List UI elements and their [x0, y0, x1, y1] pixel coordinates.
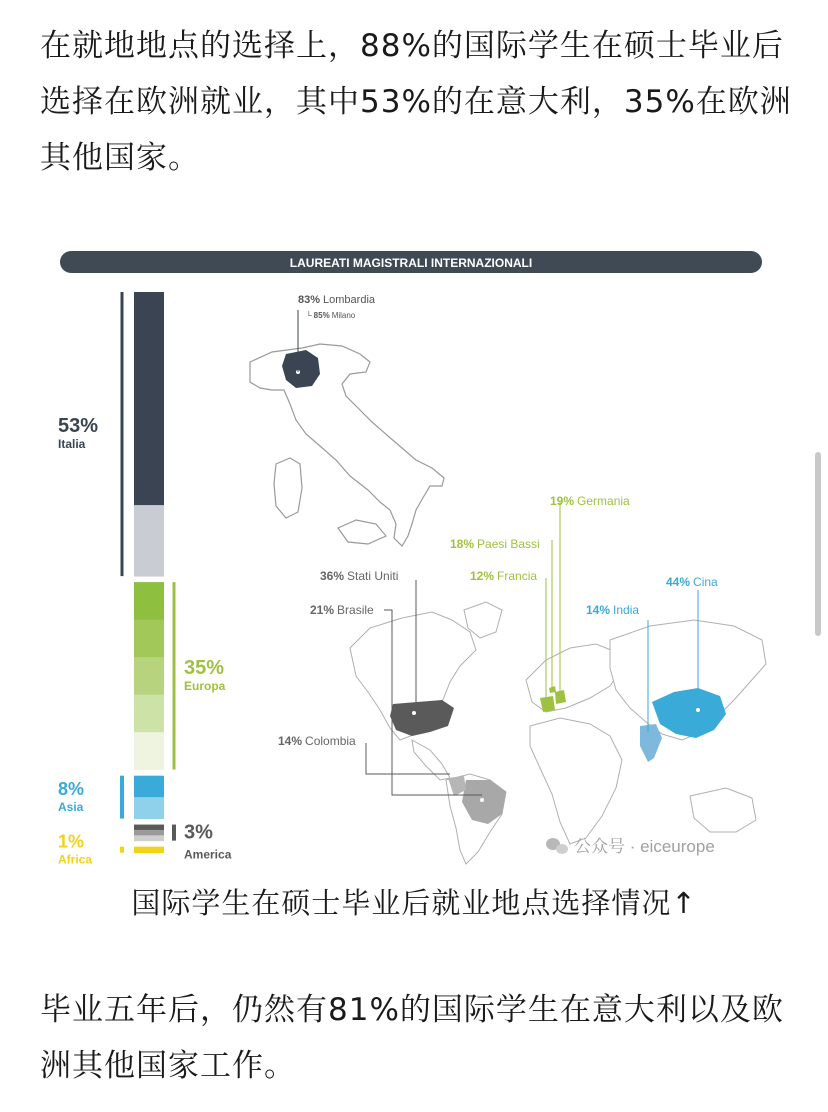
bar-segment-europa	[134, 620, 164, 658]
scrollbar[interactable]	[815, 452, 821, 636]
bar-segment-america	[134, 830, 164, 836]
milano-label: └ 85% Milano	[306, 311, 356, 320]
africa-outline	[530, 718, 622, 844]
germania-region	[555, 690, 566, 704]
paesi-bassi-label: 18% Paesi Bassi	[450, 537, 540, 551]
brasile-dot	[480, 798, 484, 802]
india-label: 14% India	[586, 603, 640, 617]
category-label-europa: Europa	[184, 678, 226, 693]
closing-paragraph: 毕业五年后，仍然有81%的国际学生在意大利以及欧洲其他国家工作。	[40, 992, 784, 1084]
stacked-bar	[134, 292, 164, 853]
bar-segment-europa	[134, 732, 164, 770]
category-label-italia: Italia	[58, 437, 86, 452]
stati-uniti-label: 36% Stati Uniti	[320, 569, 399, 583]
sicily-outline	[338, 520, 386, 544]
bar-segment-europa	[134, 582, 164, 620]
sardinia-outline	[274, 458, 302, 518]
value-label-italia: 53%	[58, 415, 99, 438]
bar-segment-europa	[134, 695, 164, 733]
wechat-icon	[546, 838, 568, 854]
category-label-america: America	[184, 847, 232, 862]
bar-segment-italia	[134, 505, 164, 577]
italy-outline	[250, 344, 444, 546]
bar-segment-america	[134, 825, 164, 831]
infographic-figure	[50, 240, 770, 870]
figure-caption: 国际学生在硕士毕业后就业地点选择情况↑	[131, 886, 697, 920]
lombardia-label: 83% Lombardia	[298, 294, 376, 306]
watermark-label: 公众号 · eiceurope	[574, 837, 715, 856]
value-label-africa: 1%	[58, 831, 85, 852]
usa-region	[390, 700, 454, 736]
bar-segment-asia	[134, 797, 164, 819]
bar-segment-italia	[134, 363, 164, 435]
value-label-america: 3%	[184, 821, 213, 844]
bar-segment-italia	[134, 434, 164, 506]
colombia-label: 14% Colombia	[278, 734, 356, 748]
bar-segment-europa	[134, 657, 164, 695]
value-label-asia: 8%	[58, 779, 85, 800]
category-label-asia: Asia	[58, 800, 84, 815]
italy-map	[250, 294, 444, 546]
usa-dot	[412, 711, 416, 715]
bar-segment-america	[134, 835, 164, 841]
bar-segment-africa	[134, 847, 164, 854]
cina-label: 44% Cina	[666, 575, 718, 589]
cina-dot	[696, 708, 700, 712]
bar-segment-italia	[134, 292, 164, 364]
category-label-africa: Africa	[58, 852, 93, 867]
intro-paragraph: 在就地地点的选择上，88%的国际学生在硕士毕业后选择在欧洲就业，其中53%的在意大利，35%在欧洲其他国家。	[40, 28, 792, 176]
value-label-europa: 35%	[184, 656, 225, 679]
chart-title: LAUREATI MAGISTRALI INTERNAZIONALI	[289, 256, 533, 270]
bar-segment-asia	[134, 776, 164, 798]
francia-label: 12% Francia	[470, 569, 538, 583]
brasile-label: 21% Brasile	[310, 603, 374, 617]
world-map	[278, 494, 766, 864]
germania-label: 19% Germania	[550, 494, 630, 508]
europe-outline	[526, 644, 622, 712]
australia-outline	[690, 788, 756, 832]
